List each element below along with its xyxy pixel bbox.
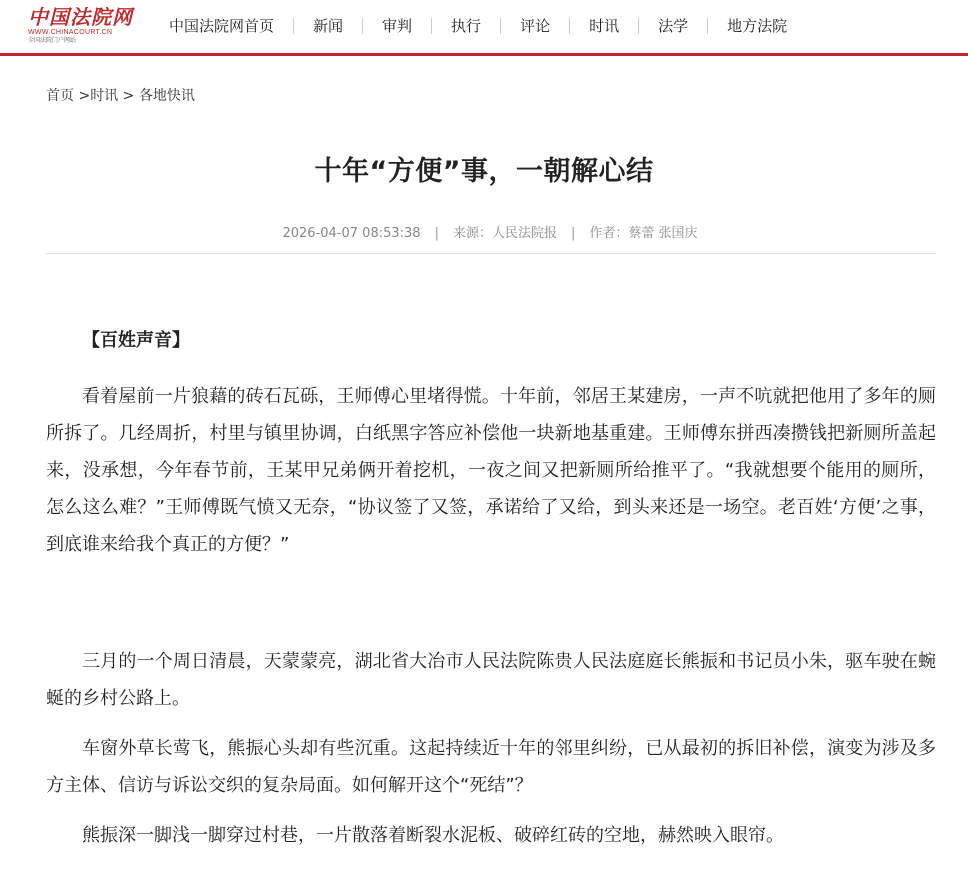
article-paragraph: 熊振深一脚浅一脚穿过村巷，一片散落着断裂水泥板、破碎红砖的空地，赫然映入眼帘。 <box>82 825 784 846</box>
nav-item-bulletin[interactable]: 时讯 <box>589 17 620 35</box>
section-heading: 【百姓声音】 <box>82 330 190 351</box>
nav-item-news[interactable]: 新闻 <box>313 17 344 35</box>
main-nav <box>150 14 806 38</box>
site-logo[interactable] <box>28 5 133 46</box>
article-paragraph: 看着屋前一片狼藉的砖石瓦砾，王师傅心里堵得慌。十年前，邻居王某建房，一声不吭就把他用了多年的厕所拆了。几经周折，村里与镇里协调，白纸黑字答应补偿他一块新地基重建。王师傅东拼西凑攒钱把新厕所盖起来，没承想，今年春节前，王某甲兄弟俩开着挖机，一夜之间又把新厕所给推平了。“我就想要个能用的厕所，怎么这么难？”王师傅既气愤又无奈，“协议签了又签，承诺给了又给，到头来还是一场空。老百姓‘方便’之事，到底谁来给我个真正的方便？” <box>46 386 936 555</box>
site-header <box>0 0 968 56</box>
breadcrumb <box>46 86 195 106</box>
breadcrumb-separator: > <box>74 88 91 104</box>
nav-item-home[interactable]: 中国法院网首页 <box>169 17 275 35</box>
logo-domain: WWW.CHINACOURT.CN <box>28 29 113 36</box>
meta-separator: | <box>434 226 439 241</box>
logo-text: 中国法院网 <box>28 5 133 29</box>
article-paragraph: 三月的一个周日清晨，天蒙蒙亮，湖北省大冶市人民法院陈贵人民法庭庭长熊振和书记员小朱，驱车驶在蜿蜒的乡村公路上。 <box>46 651 936 709</box>
nav-item-enforcement[interactable]: 执行 <box>451 17 482 35</box>
article-title: 十年“方便”事，一朝解心结 <box>314 156 654 187</box>
breadcrumb-home[interactable]: 首页 <box>46 88 74 104</box>
meta-separator: | <box>570 226 576 241</box>
article-source: 来源：人民法院报 <box>452 226 557 241</box>
paragraph-spacer <box>46 563 936 643</box>
article-meta <box>0 224 968 244</box>
article-paragraph: 车窗外草长莺飞，熊振心头却有些沉重。这起持续近十年的邻里纠纷，已从最初的拆旧补偿，演变为涉及多方主体、信访与诉讼交织的复杂局面。如何解开这个“死结”？ <box>46 738 936 796</box>
breadcrumb-separator: > <box>118 88 139 104</box>
article-datetime: 2026-04-07 08:53:38 <box>282 226 421 241</box>
article-author: 作者：蔡蕾 张国庆 <box>589 226 698 241</box>
title-divider <box>46 253 936 254</box>
nav-item-local-courts[interactable]: 地方法院 <box>727 17 788 35</box>
article-body <box>46 322 936 854</box>
breadcrumb-section[interactable]: 时讯 <box>90 88 119 104</box>
breadcrumb-current[interactable]: 各地快讯 <box>138 88 195 104</box>
logo-subtitle: 全国法院门户网站 <box>28 37 77 44</box>
nav-item-law-studies[interactable]: 法学 <box>658 17 689 35</box>
nav-item-commentary[interactable]: 评论 <box>520 17 551 35</box>
nav-item-trial[interactable]: 审判 <box>382 17 413 35</box>
